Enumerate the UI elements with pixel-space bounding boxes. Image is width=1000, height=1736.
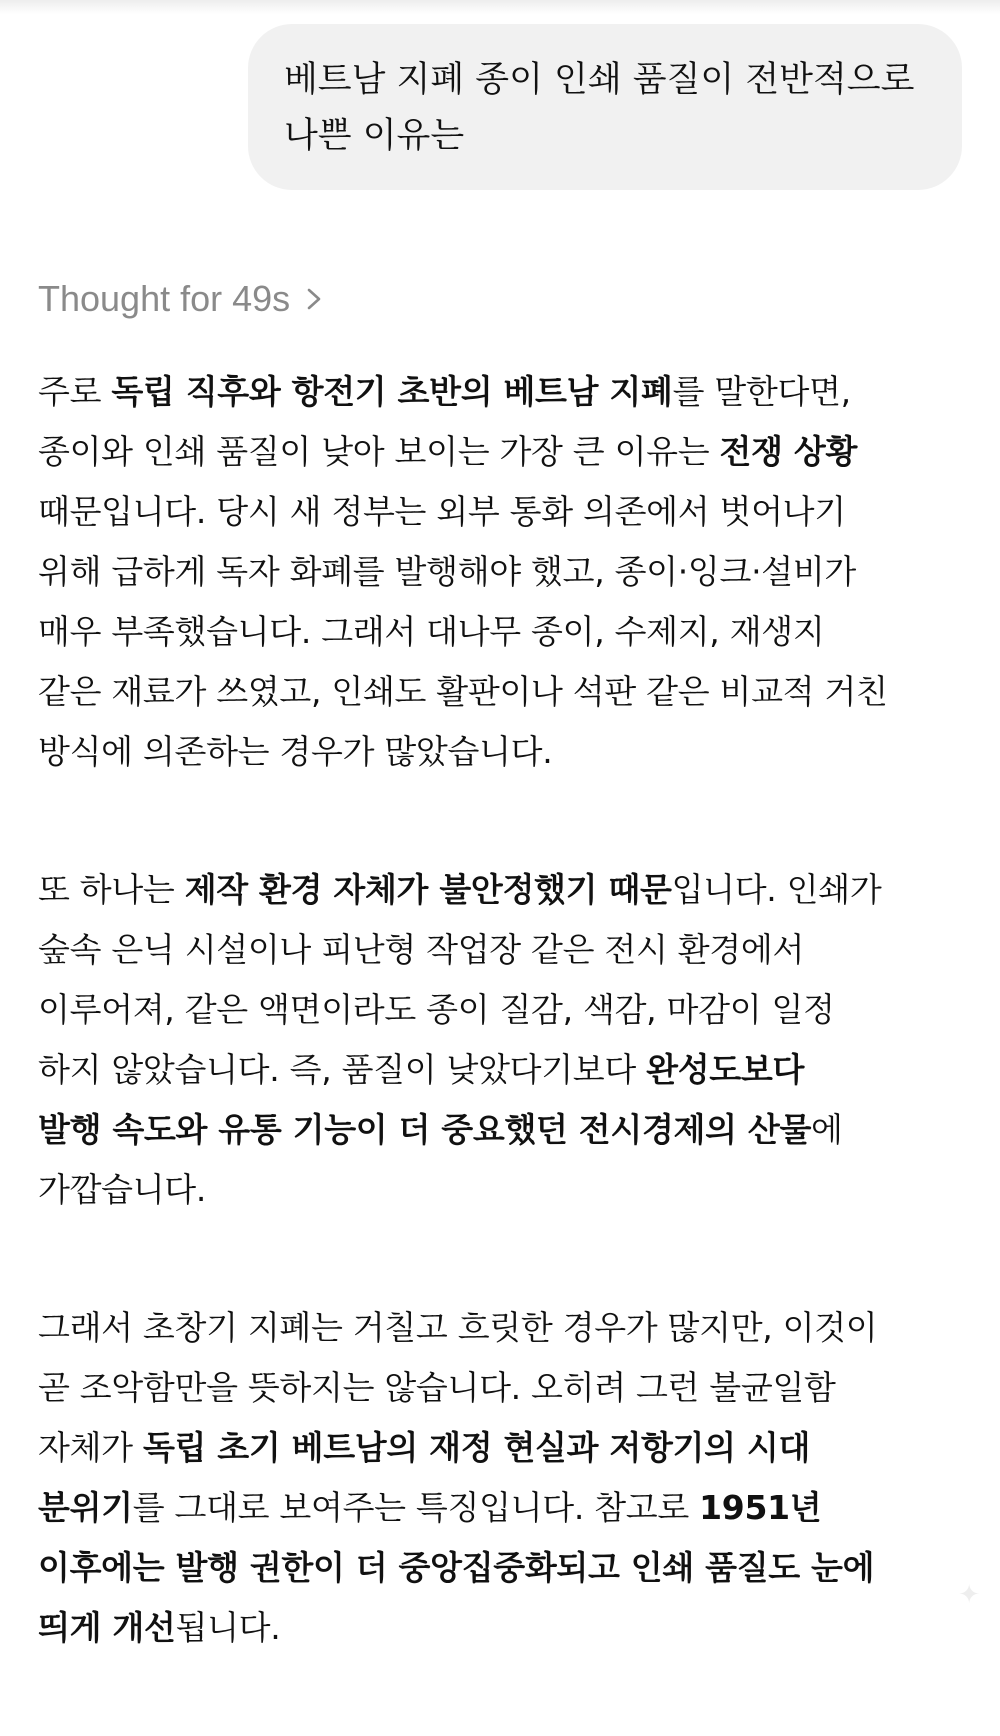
text-run: 또 하나는	[38, 870, 185, 909]
answer-paragraph	[38, 860, 978, 1220]
answer-line	[38, 482, 978, 542]
answer-line	[38, 542, 978, 602]
text-run: 숲속 은닉 시설이나 피난형 작업장 같은 전시 환경에서	[38, 930, 805, 969]
answer-line	[38, 362, 978, 422]
answer-line	[38, 980, 978, 1040]
bold-text: 완성도보다	[646, 1050, 805, 1089]
bold-text: 독립 직후와 항전기 초반의 베트남 지폐	[111, 372, 673, 411]
text-run: 위해 급하게 독자 화폐를 발행해야 했고, 종이·잉크·설비가	[38, 552, 857, 591]
answer-line	[38, 1298, 978, 1358]
text-run: 에	[811, 1110, 843, 1149]
text-run: 매우 부족했습니다. 그래서 대나무 종이, 수제지, 재생지	[38, 612, 825, 651]
answer-paragraph	[38, 362, 978, 782]
text-run: 종이와 인쇄 품질이 낮아 보이는 가장 큰 이유는	[38, 432, 720, 471]
user-message-line: 베트남 지폐 종이 인쇄 품질이 전반적으로	[284, 60, 915, 100]
text-run: 자체가	[38, 1428, 143, 1467]
bold-text: 띄게 개선	[38, 1608, 176, 1647]
answer-line	[38, 1100, 978, 1160]
thought-toggle[interactable]	[38, 272, 324, 326]
answer-line	[38, 1598, 978, 1658]
bold-text: 독립 초기 베트남의 재정 현실과 저항기의 시대	[142, 1428, 811, 1467]
thought-label: Thought for 49s	[38, 278, 291, 319]
text-run: 주로	[38, 372, 112, 411]
text-run: 같은 재료가 쓰였고, 인쇄도 활판이나 석판 같은 비교적 거친	[38, 672, 888, 711]
user-message-bubble	[248, 24, 962, 190]
answer-line	[38, 1040, 978, 1100]
answer-line	[38, 920, 978, 980]
assistant-answer	[38, 362, 978, 1736]
user-message-line: 나쁜 이유는	[284, 116, 465, 156]
text-run: 가깝습니다.	[38, 1170, 207, 1209]
answer-paragraph	[38, 1298, 978, 1658]
watermark: ✦	[958, 1579, 980, 1609]
answer-line	[38, 1418, 978, 1478]
chevron-right-icon	[304, 285, 324, 313]
bold-text: 분위기	[38, 1488, 133, 1527]
answer-line	[38, 662, 978, 722]
text-run: 방식에 의존하는 경우가 많았습니다.	[38, 732, 553, 771]
text-run: 하지 않았습니다. 즉, 품질이 낮았다기보다	[38, 1050, 647, 1089]
text-run: 때문입니다. 당시 새 정부는 외부 통화 의존에서 벗어나기	[38, 492, 846, 531]
text-run: 이루어져, 같은 액면이라도 종이 질감, 색감, 마감이 일정	[38, 990, 835, 1029]
answer-line	[38, 1358, 978, 1418]
answer-line	[38, 1538, 978, 1598]
answer-line	[38, 1160, 978, 1220]
answer-line	[38, 860, 978, 920]
text-run: 를 그대로 보여주는 특징입니다. 참고로	[132, 1488, 700, 1527]
bold-text: 발행 속도와 유통 기능이 더 중요했던 전시경제의 산물	[38, 1110, 812, 1149]
text-run: 를 말한다면,	[672, 372, 851, 411]
bold-text: 전쟁 상황	[719, 432, 858, 471]
bold-text: 1951년	[699, 1488, 822, 1527]
bold-text: 제작 환경 자체가 불안정했기 때문	[184, 870, 672, 909]
answer-line	[38, 722, 978, 782]
text-run: 곧 조악함만을 뜻하지는 않습니다. 오히려 그런 불균일함	[38, 1368, 836, 1407]
top-fade	[0, 0, 1000, 14]
text-run: 입니다. 인쇄가	[671, 870, 882, 909]
answer-line	[38, 602, 978, 662]
answer-line	[38, 1478, 978, 1538]
bold-text: 이후에는 발행 권한이 더 중앙집중화되고 인쇄 품질도 눈에	[38, 1548, 875, 1587]
text-run: 됩니다.	[175, 1608, 281, 1647]
text-run: 그래서 초창기 지폐는 거칠고 흐릿한 경우가 많지만, 이것이	[38, 1308, 878, 1347]
answer-line	[38, 422, 978, 482]
